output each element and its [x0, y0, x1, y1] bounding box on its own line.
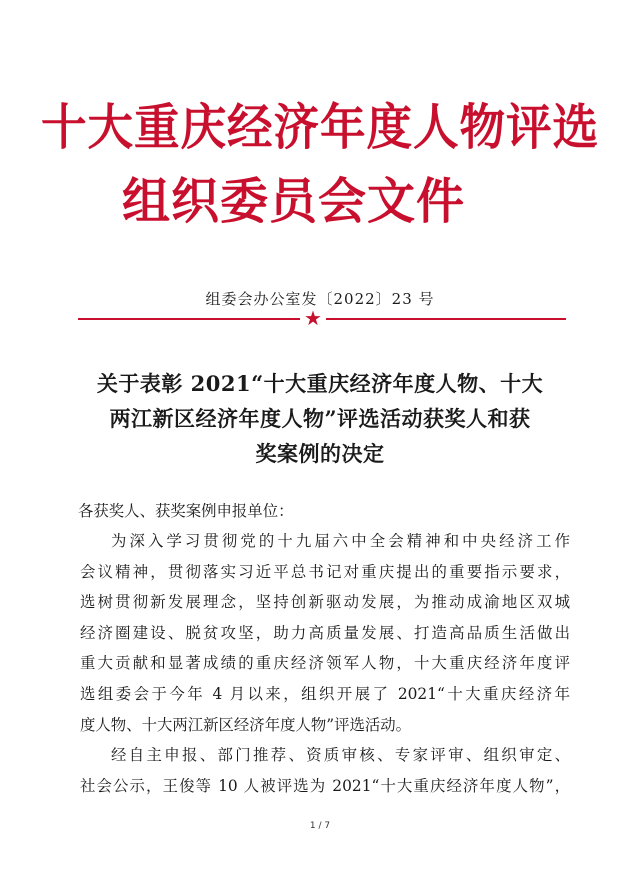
paragraph-1-line: 会议精神，贯彻落实习近平总书记对重庆提出的重要指示要求，: [80, 562, 570, 581]
paragraph-1: [80, 526, 570, 740]
red-star-icon: ★: [304, 306, 322, 330]
decision-title-line3: 奖案例的决定: [255, 441, 385, 466]
paragraph-1-line: 为深入学习贯彻党的十九届六中全会精神和中央经济工作: [111, 532, 570, 550]
paragraph-2-line: 经自主申报、部门推荐、资质审核、专家评审、组织审定、: [111, 746, 570, 764]
decision-title: [60, 366, 580, 471]
paragraph-2: [80, 740, 570, 801]
header-title-line2: 组织委员会文件: [122, 173, 466, 230]
document-number: 组委会办公室发〔2022〕23 号: [205, 290, 435, 308]
paragraph-1-line: 度人物、十大两江新区经济年度人物”评选活动。: [80, 715, 412, 734]
decision-title-line1: 关于表彰 2021“十大重庆经济年度人物、十大: [96, 371, 544, 396]
salutation: 各获奖人、获奖案例申报单位：: [78, 502, 294, 520]
paragraph-1-line: 选组委会于今年 4 月以来，组织开展了 2021“十大重庆经济年: [80, 684, 570, 703]
red-divider-left: [78, 318, 300, 320]
paragraph-1-line: 重大贡献和显著成绩的重庆经济领军人物，十大重庆经济年度评: [80, 654, 570, 673]
header-title-line1: 十大重庆经济年度人物评选: [40, 99, 599, 156]
paragraph-2-line: 社会公示，王俊等 10 人被评选为 2021“十大重庆经济年度人物”，: [80, 776, 570, 795]
paragraph-1-line: 选树贯彻新发展理念，坚持创新驱动发展，为推动成渝地区双城: [80, 593, 570, 612]
page-number: 1 / 7: [309, 821, 331, 831]
paragraph-1-line: 经济圈建设、脱贫攻坚，助力高质量发展、打造高品质生活做出: [80, 623, 570, 642]
decision-title-line2: 两江新区经济年度人物”评选活动获奖人和获: [109, 406, 531, 431]
red-divider-right: [326, 318, 566, 320]
